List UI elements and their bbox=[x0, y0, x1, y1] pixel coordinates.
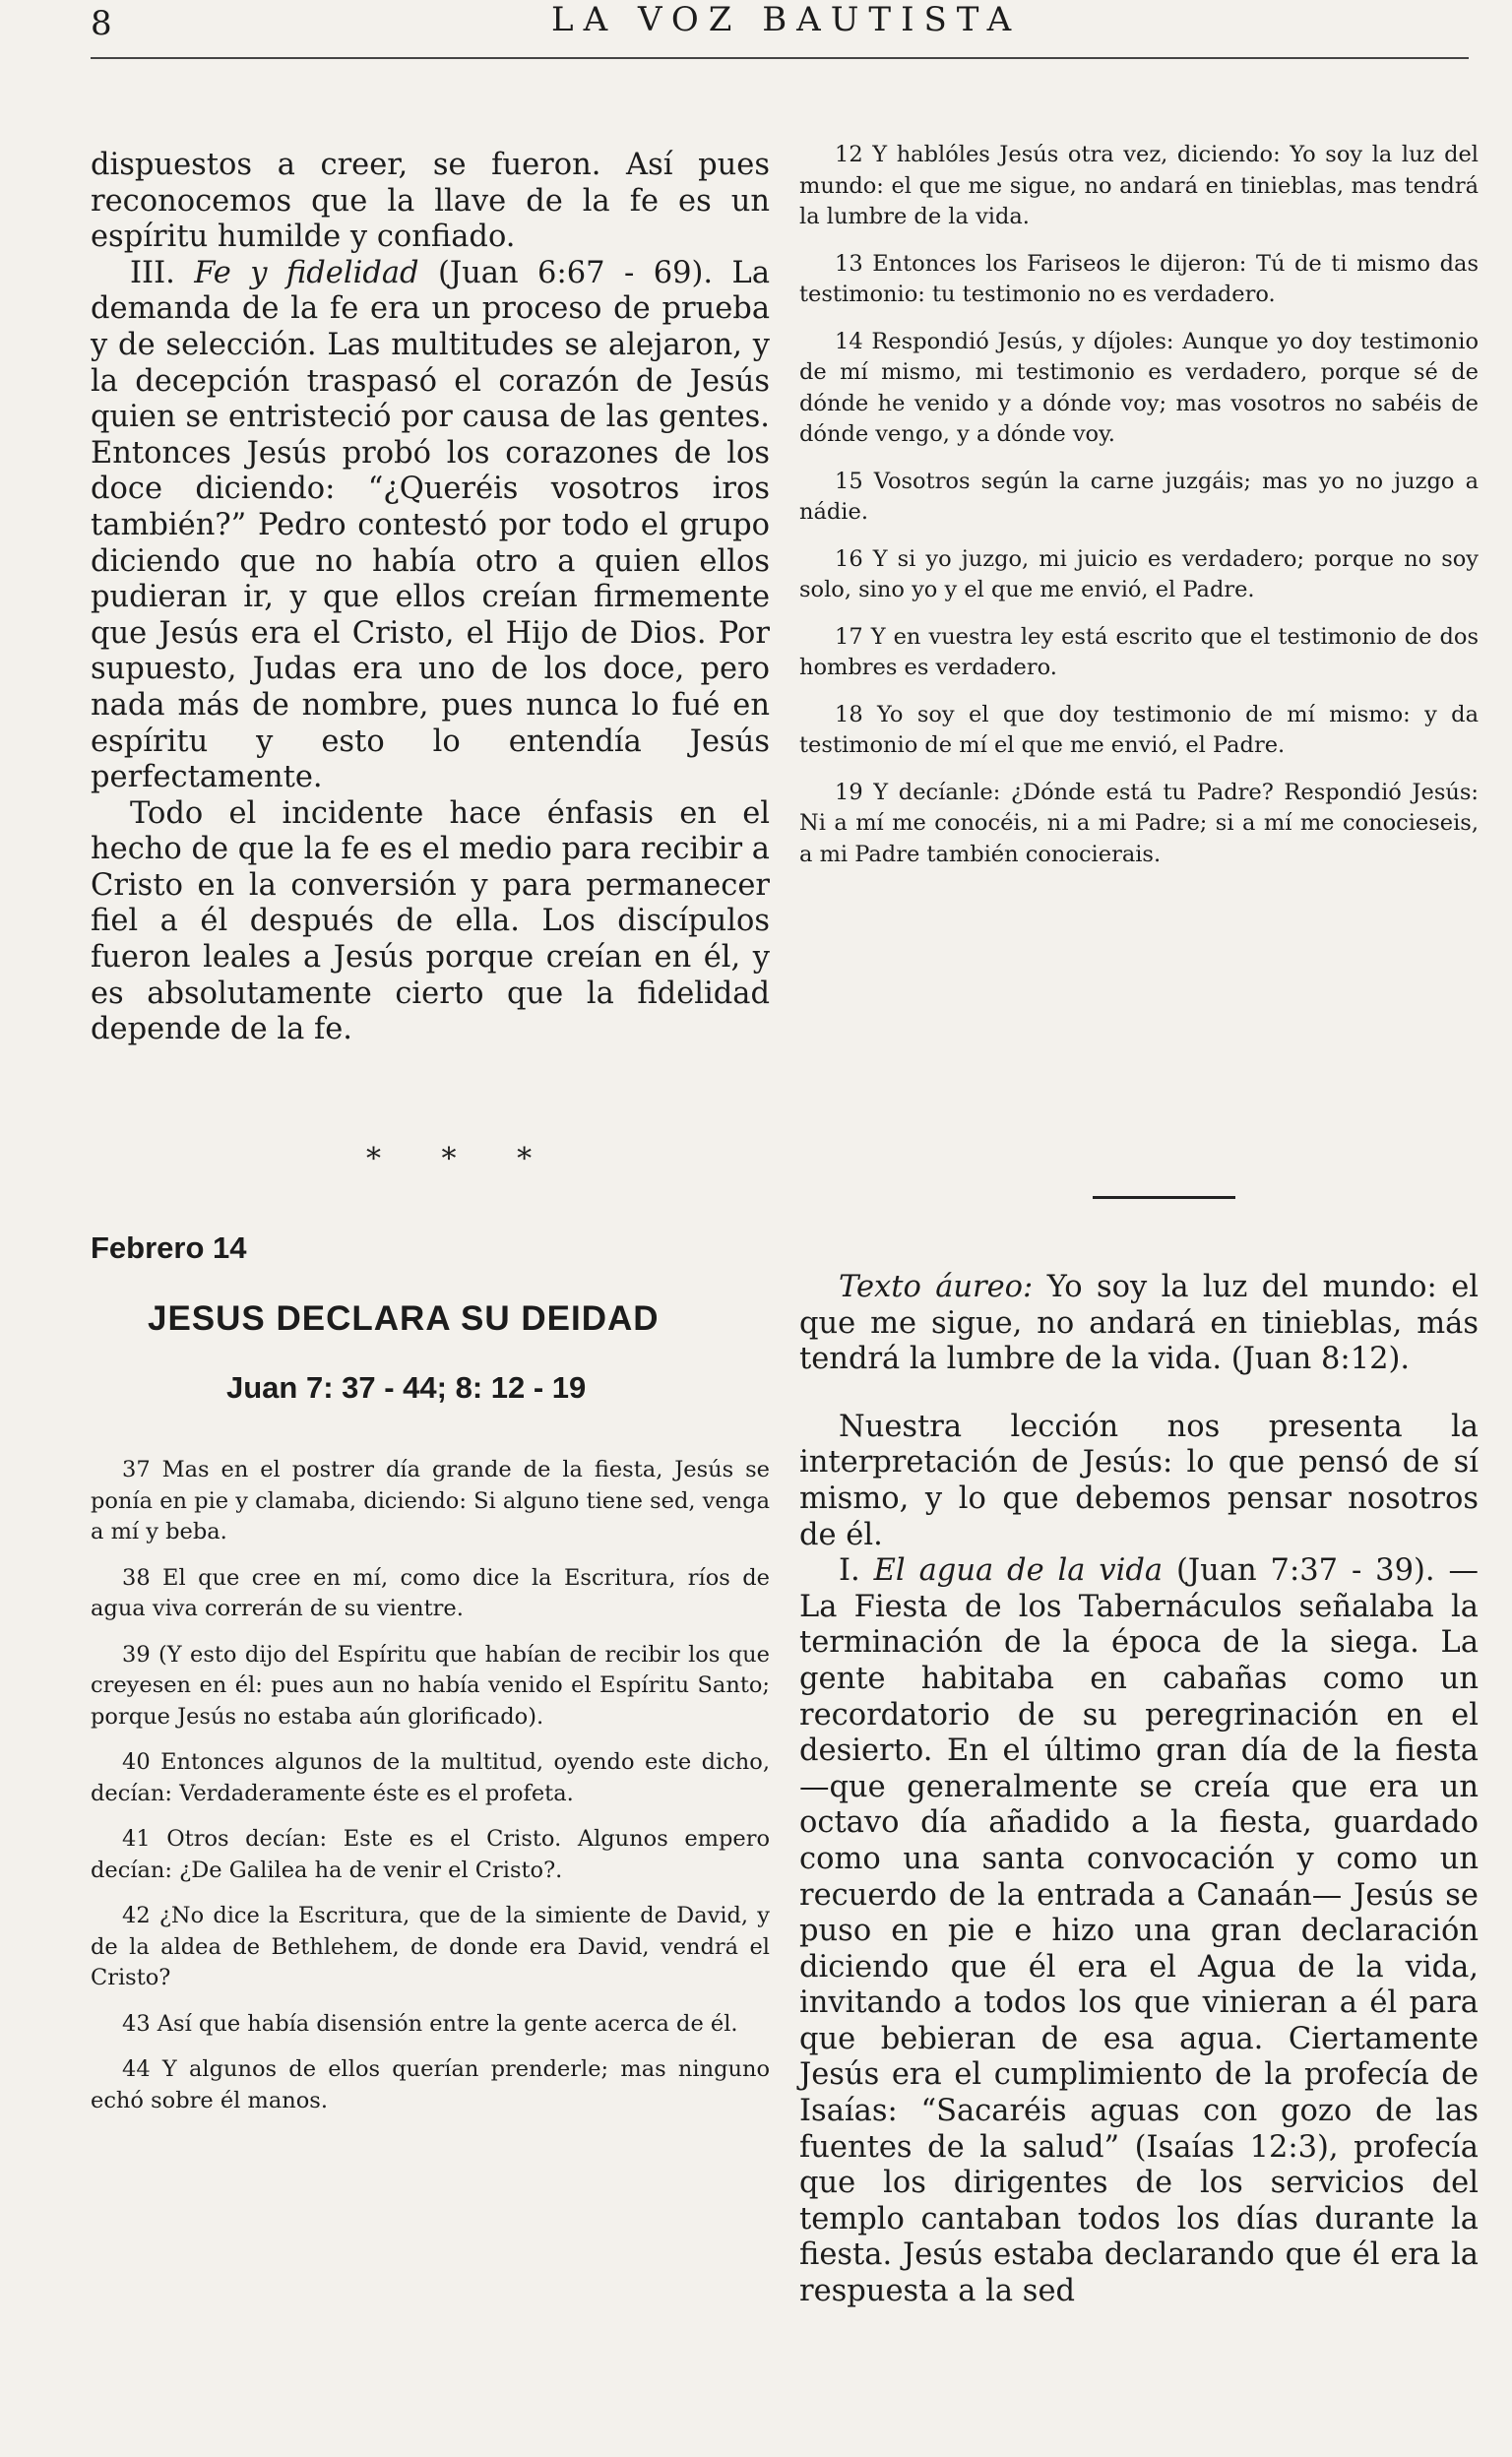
right-column-commentary bbox=[799, 1270, 1479, 2310]
paragraph-intro: dispuestos a creer, se fueron. Así pues reconocemos que la llave de la fe es un espíritu humilde y confiado. bbox=[91, 148, 770, 255]
point-label: I. bbox=[839, 1553, 860, 1589]
point-water-of-life bbox=[799, 1553, 1479, 2309]
verse: 39 (Y esto dijo del Espíritu que habían de recibir los que creyesen en él: pues aun no había venido el Espíritu Santo; porque Jesús no estaba aún glorificado). bbox=[91, 1641, 770, 1730]
short-rule bbox=[1093, 1196, 1235, 1199]
point-body: (Juan 7:37 - 39). — La Fiesta de los Tabernáculos señalaba la terminación de la época de la siega. La gente habitaba en cabañas como un recordatorio de su peregrinación en el desierto. En el último gran día de la fiesta —que generalmente se creía que era un octavo día añadido a la fiesta, guardado como una santa convocación y como un recuerdo de la entrada a Canaán— Jesús se puso en pie e hizo una gran declaración diciendo que él era el Agua de la vida, invitando a todos los que vinieran a él para que bebieran de esa agua. Ciertamente Jesús era el cumplimiento de la profecía de Isaías: “Sacaréis aguas con gozo de las fuentes de la salud” (Isaías 12:3), profecía que los dirigentes de los servicios del templo cantaban todos los días durante la fiesta. Jesús estaba declarando que él era la respuesta a la sed bbox=[799, 1553, 1479, 2309]
verse: 18 Yo soy el que doy testimonio de mí mismo: y da testimonio de mí el que me envió, el Padre. bbox=[799, 701, 1479, 758]
section-label: III. bbox=[130, 255, 175, 290]
point-title: El agua de la vida bbox=[873, 1553, 1164, 1589]
lesson-title: JESUS DECLARA SU DEIDAD bbox=[148, 1299, 660, 1338]
section-body: (Juan 6:67 - 69). La demanda de la fe era un proceso de prueba y de selección. Las multitudes se alejaron, y la decepción traspasó el corazón de Jesús quien se entristeció por causa de las gentes. Entonces Jesús probó los corazones de los doce diciendo: “¿Queréis vosotros iros también?” Pedro contestó por todo el grupo diciendo que no había otro a quien ellos pudieran ir, y que ellos creían firmemente que Jesús era el Cristo, el Hijo de Dios. Por supuesto, Judas era uno de los doce, pero nada más de nombre, pues nunca lo fué en espíritu y esto lo entendía Jesús perfectamente. bbox=[91, 255, 770, 795]
header-rule bbox=[91, 57, 1469, 59]
verse: 14 Respondió Jesús, y díjoles: Aunque yo doy testimonio de mí mismo, mi testimonio es verdadero, porque sé de dónde he venido y a dónde voy; mas vosotros no sabéis de dónde vengo, y a dónde voy. bbox=[799, 328, 1479, 447]
running-title: LA VOZ BAUTISTA bbox=[551, 0, 1022, 39]
verse: 17 Y en vuestra ley está escrito que el testimonio de dos hombres es verdadero. bbox=[799, 623, 1479, 680]
golden-text bbox=[799, 1270, 1479, 1378]
verse: 40 Entonces algunos de la multitud, oyendo este dicho, decían: Verdaderamente éste es el profeta. bbox=[91, 1749, 770, 1806]
verse: 41 Otros decían: Este es el Cristo. Algunos empero decían: ¿De Galilea ha de venir el Cristo?. bbox=[91, 1826, 770, 1883]
verse: 44 Y algunos de ellos querían prenderle; mas ninguno echó sobre él manos. bbox=[91, 2056, 770, 2113]
verse: 15 Vosotros según la carne juzgáis; mas yo no juzgo a nádie. bbox=[799, 468, 1479, 525]
right-column-verses bbox=[799, 140, 1479, 870]
section-separator: * * * bbox=[366, 1142, 558, 1176]
paragraph-faith-fidelity bbox=[91, 256, 770, 796]
verse: 42 ¿No dice la Escritura, que de la simiente de David, y de la aldea de Bethlehem, de donde era David, vendrá el Cristo? bbox=[91, 1903, 770, 1990]
verse: 37 Mas en el postrer día grande de la fiesta, Jesús se ponía en pie y clamaba, diciendo: Si alguno tiene sed, venga a mí y beba. bbox=[91, 1457, 770, 1544]
verse: 12 Y hablóles Jesús otra vez, diciendo: Yo soy la luz del mundo: el que me sigue, no andará en tinieblas, mas tendrá la lumbre de la vida. bbox=[799, 142, 1479, 229]
verse: 19 Y decíanle: ¿Dónde está tu Padre? Respondió Jesús: Ni a mí me conocéis, ni a mi Padre; si a mí me conocieseis, a mi Padre también conocierais. bbox=[799, 779, 1479, 867]
lesson-reference: Juan 7: 37 - 44; 8: 12 - 19 bbox=[226, 1370, 587, 1405]
page-number: 8 bbox=[91, 4, 112, 43]
verse: 16 Y si yo juzgo, mi juicio es verdadero; porque no soy solo, sino yo y el que me envió, el Padre. bbox=[799, 545, 1479, 602]
lesson-date: Febrero 14 bbox=[91, 1230, 247, 1265]
left-column-top bbox=[91, 148, 770, 1048]
left-column-verses bbox=[91, 1455, 770, 2116]
section-title: Fe y fidelidad bbox=[194, 255, 419, 290]
golden-text-label: Texto áureo: bbox=[839, 1270, 1034, 1304]
paragraph-conclusion: Todo el incidente hace énfasis en el hecho de que la fe es el medio para recibir a Cristo en la conversión y para permanecer fiel a él después de ella. Los discípulos fueron leales a Jesús porque creían en él, y es absolutamente cierto que la fidelidad depende de la fe. bbox=[91, 795, 770, 1047]
verse: 43 Así que había disensión entre la gente acerca de él. bbox=[122, 2010, 738, 2037]
verse: 38 El que cree en mí, como dice la Escritura, ríos de agua viva correrán de su vientre. bbox=[91, 1564, 770, 1621]
golden-text-body: Yo soy la luz del mundo: el que me sigue, no andará en tinieblas, más tendrá la lumbre de la vida. (Juan 8:12). bbox=[799, 1270, 1480, 1377]
verse: 13 Entonces los Fariseos le dijeron: Tú de ti mismo das testimonio: tu testimonio no es verdadero. bbox=[799, 250, 1479, 307]
lesson-intro: Nuestra lección nos presenta la interpretación de Jesús: lo que pensó de sí mismo, y lo que debemos pensar nosotros de él. bbox=[799, 1409, 1479, 1552]
